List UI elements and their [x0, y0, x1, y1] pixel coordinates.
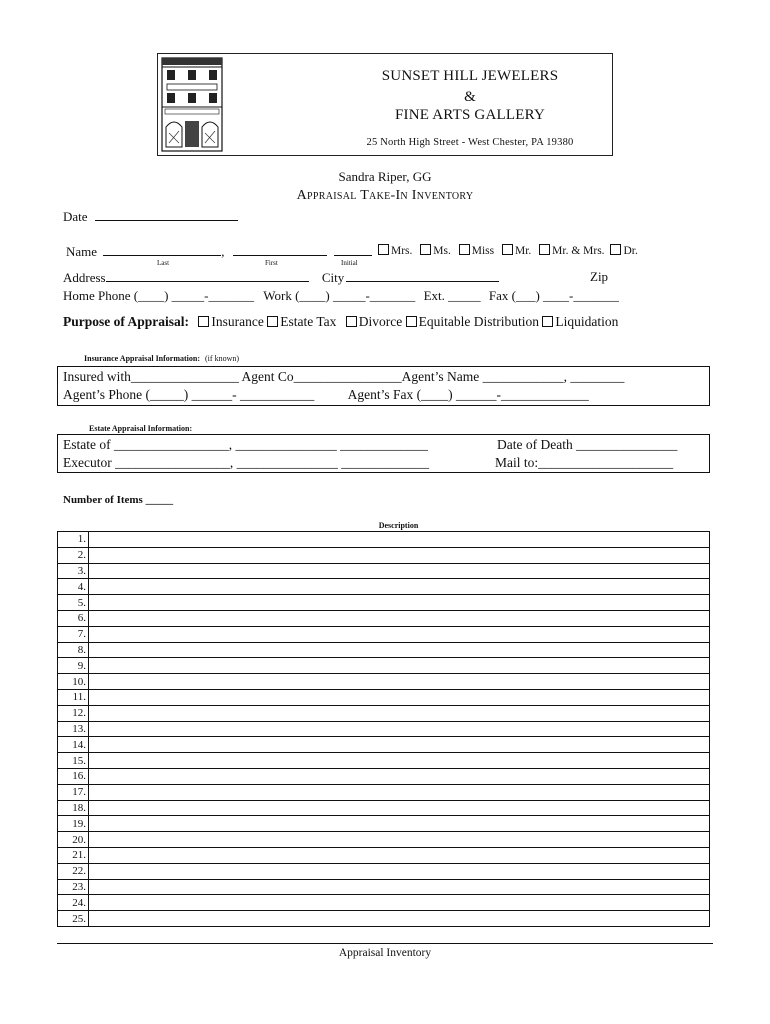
title-option-mr-mrs[interactable]: Mr. & Mrs.: [539, 245, 604, 257]
city-field[interactable]: [346, 269, 499, 282]
purpose-label: Purpose of Appraisal:: [63, 314, 190, 329]
insurance-row-2: [63, 387, 589, 403]
title-options: [378, 244, 638, 257]
checkbox-icon[interactable]: [346, 316, 357, 327]
purpose-estate-tax[interactable]: Estate Tax: [267, 314, 336, 329]
item-number: 19.: [58, 816, 89, 832]
item-number: 3.: [58, 563, 89, 579]
title-option-mr[interactable]: Mr.: [502, 245, 531, 257]
item-number: 24.: [58, 895, 89, 911]
item-number: 11.: [58, 689, 89, 705]
item-description-cell[interactable]: [89, 879, 710, 895]
address-label: Address: [63, 270, 106, 285]
item-description-cell[interactable]: [89, 705, 710, 721]
title-option-mrs[interactable]: Mrs.: [378, 245, 412, 257]
item-description-cell[interactable]: [89, 832, 710, 848]
item-number: 25.: [58, 911, 89, 927]
item-description-cell[interactable]: [89, 768, 710, 784]
title-option-miss[interactable]: Miss: [459, 245, 494, 257]
item-number: 12.: [58, 705, 89, 721]
item-description-cell[interactable]: [89, 563, 710, 579]
item-description-cell[interactable]: [89, 847, 710, 863]
table-row: [58, 753, 710, 769]
agent-fax-field[interactable]: Agent’s Fax (____) ______-_____________: [347, 387, 589, 402]
appraiser-name: Sandra Riper, GG: [338, 169, 432, 184]
checkbox-icon[interactable]: [502, 244, 513, 255]
insurance-caption: Insurance Appraisal Information: (if known): [84, 354, 240, 363]
storefront-logo: [161, 57, 223, 152]
number-of-items-field[interactable]: Number of Items _____: [63, 494, 174, 506]
phone-row: [63, 288, 619, 304]
initial-field[interactable]: [334, 243, 372, 256]
checkbox-icon[interactable]: [406, 316, 417, 327]
insured-with-field[interactable]: Insured with________________: [63, 369, 239, 384]
name-label: Name: [66, 244, 98, 259]
item-number: 8.: [58, 642, 89, 658]
executor-field[interactable]: Executor _________________, _______________ _____________: [63, 455, 429, 470]
table-row: [58, 832, 710, 848]
item-description-cell[interactable]: [89, 532, 710, 548]
checkbox-icon[interactable]: [459, 244, 470, 255]
item-description-cell[interactable]: [89, 863, 710, 879]
address-row: [63, 269, 499, 286]
item-description-cell[interactable]: [89, 610, 710, 626]
checkbox-icon[interactable]: [198, 316, 209, 327]
purpose-insurance[interactable]: Insurance: [198, 314, 263, 329]
table-row: [58, 911, 710, 927]
item-description-cell[interactable]: [89, 626, 710, 642]
table-row: [58, 532, 710, 548]
home-phone-field[interactable]: Home Phone (____) _____-_______: [63, 288, 255, 303]
title-option-dr[interactable]: Dr.: [610, 245, 637, 257]
mail-to-field[interactable]: Mail to:____________________: [495, 455, 674, 470]
company-name-line2: FINE ARTS GALLERY: [394, 107, 545, 123]
ext-field[interactable]: Ext. _____: [423, 288, 481, 303]
company-address: 25 North High Street - West Chester, PA 19380: [366, 137, 574, 148]
item-number: 18.: [58, 800, 89, 816]
zip-label: Zip: [590, 269, 609, 284]
estate-row-1: [63, 437, 428, 453]
table-row: [58, 579, 710, 595]
item-description-cell[interactable]: [89, 689, 710, 705]
checkbox-icon[interactable]: [420, 244, 431, 255]
fax-field[interactable]: Fax (___) ____-_______: [488, 288, 619, 303]
date-row: [63, 208, 238, 225]
checkbox-icon[interactable]: [267, 316, 278, 327]
table-row: [58, 563, 710, 579]
table-row: [58, 800, 710, 816]
items-table: [57, 531, 710, 927]
table-row: [58, 847, 710, 863]
name-row: [66, 243, 372, 260]
item-number: 13.: [58, 721, 89, 737]
table-row: [58, 879, 710, 895]
table-row: [58, 595, 710, 611]
agent-phone-field[interactable]: Agent’s Phone (_____) ______- ___________: [63, 387, 315, 402]
item-number: 15.: [58, 753, 89, 769]
item-description-cell[interactable]: [89, 895, 710, 911]
table-row: [58, 895, 710, 911]
item-number: 20.: [58, 832, 89, 848]
item-number: 14.: [58, 737, 89, 753]
table-row: [58, 547, 710, 563]
table-row: [58, 642, 710, 658]
item-number: 9.: [58, 658, 89, 674]
footer-text: Appraisal Inventory: [338, 947, 432, 959]
item-number: 6.: [58, 610, 89, 626]
date-field[interactable]: [95, 208, 238, 221]
item-description-cell[interactable]: [89, 800, 710, 816]
address-field[interactable]: [106, 269, 309, 282]
item-number: 10.: [58, 674, 89, 690]
name-comma: ,: [221, 244, 225, 259]
footer-rule: [57, 943, 713, 944]
item-description-cell[interactable]: [89, 721, 710, 737]
item-description-cell[interactable]: [89, 674, 710, 690]
work-phone-field[interactable]: Work (____) _____-_______: [263, 288, 416, 303]
estate-caption: Estate Appraisal Information:: [89, 424, 193, 433]
sub-initial: Initial: [341, 259, 358, 267]
sub-first: First: [265, 259, 278, 267]
item-number: 17.: [58, 784, 89, 800]
item-description-cell[interactable]: [89, 753, 710, 769]
table-row: [58, 737, 710, 753]
table-row: [58, 626, 710, 642]
table-row: [58, 658, 710, 674]
table-row: [58, 705, 710, 721]
date-label: Date: [63, 209, 88, 224]
table-row: [58, 816, 710, 832]
item-number: 23.: [58, 879, 89, 895]
item-number: 4.: [58, 579, 89, 595]
table-row: [58, 768, 710, 784]
item-number: 5.: [58, 595, 89, 611]
item-description-cell[interactable]: [89, 579, 710, 595]
table-row: [58, 863, 710, 879]
insurance-row-1: [63, 369, 624, 385]
item-description-cell[interactable]: [89, 658, 710, 674]
item-description-cell[interactable]: [89, 642, 710, 658]
city-label: City: [321, 270, 345, 285]
table-row: [58, 674, 710, 690]
estate-of-field[interactable]: Estate of _________________, _______________ _____________: [63, 437, 428, 452]
checkbox-icon[interactable]: [610, 244, 621, 255]
item-description-cell[interactable]: [89, 737, 710, 753]
table-row: [58, 610, 710, 626]
estate-box: [57, 434, 710, 473]
description-header: Description: [378, 521, 419, 530]
company-name-line1: SUNSET HILL JEWELERS: [381, 68, 559, 84]
checkbox-icon[interactable]: [539, 244, 550, 255]
date-of-death-field[interactable]: Date of Death _______________: [497, 437, 678, 452]
checkbox-icon[interactable]: [542, 316, 553, 327]
title-option-ms[interactable]: Ms.: [420, 245, 451, 257]
last-name-field[interactable]: [103, 243, 221, 256]
agent-co-field[interactable]: Agent Co________________: [241, 369, 402, 384]
purpose-divorce[interactable]: Divorce: [346, 314, 402, 329]
first-name-field[interactable]: [233, 243, 327, 256]
form-title: Appraisal Take-In Inventory: [296, 188, 474, 203]
item-number: 22.: [58, 863, 89, 879]
item-description-cell[interactable]: [89, 547, 710, 563]
item-number: 1.: [58, 532, 89, 548]
item-description-cell[interactable]: [89, 911, 710, 927]
table-row: [58, 784, 710, 800]
item-number: 2.: [58, 547, 89, 563]
agent-name-field[interactable]: Agent’s Name ____________, ________: [401, 369, 625, 384]
table-row: [58, 689, 710, 705]
table-row: [58, 721, 710, 737]
item-description-cell[interactable]: [89, 816, 710, 832]
item-number: 16.: [58, 768, 89, 784]
item-number: 21.: [58, 847, 89, 863]
purpose-row: [63, 314, 618, 330]
item-description-cell[interactable]: [89, 784, 710, 800]
purpose-equitable[interactable]: Equitable Distribution: [406, 314, 539, 329]
sub-last: Last: [157, 259, 170, 267]
checkbox-icon[interactable]: [378, 244, 389, 255]
item-description-cell[interactable]: [89, 595, 710, 611]
purpose-liquidation[interactable]: Liquidation: [542, 314, 618, 329]
company-ampersand: &: [464, 89, 476, 105]
item-number: 7.: [58, 626, 89, 642]
insurance-box: [57, 366, 710, 406]
